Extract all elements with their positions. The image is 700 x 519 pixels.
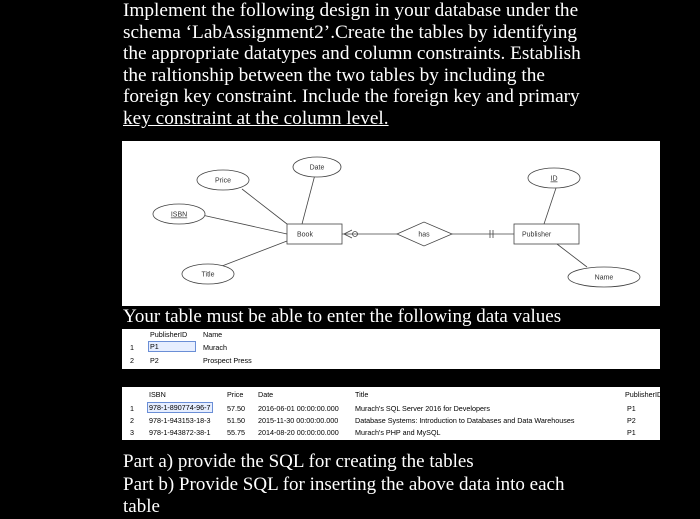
instruction-line: key constraint at the column level. [123, 107, 389, 129]
assignment-parts [123, 451, 564, 519]
instruction-line: foreign key constraint. Include the foreign key and primary [123, 86, 580, 108]
attribute-date-label: Date [309, 164, 325, 172]
cell-title[interactable]: Database Systems: Introduction to Databases and Data Warehouses [355, 416, 575, 425]
row-number: 3 [130, 428, 134, 437]
column-header: ISBN [149, 390, 166, 399]
instruction-line: Implement the following design in your database under the [123, 0, 579, 21]
attribute-id-label: ID [550, 175, 558, 183]
cell-publisherid[interactable]: P2 [627, 416, 636, 425]
cell-publisherid[interactable]: P1 [627, 404, 636, 413]
entity-book-label: Book [297, 231, 313, 239]
cell-name[interactable]: Murach [203, 343, 227, 352]
attribute-name-label: Name [594, 274, 614, 282]
data-values-heading: Your table must be able to enter the following data values [123, 306, 562, 327]
publisher-results-grid [122, 329, 660, 369]
row-number: 1 [130, 404, 134, 413]
cell-isbn[interactable]: 978-1-943153-18-3 [149, 416, 211, 425]
cell-price[interactable]: 57.50 [227, 404, 245, 413]
er-diagram [122, 141, 660, 306]
cell-publisherid[interactable]: P2 [150, 356, 159, 365]
cell-price[interactable]: 51.50 [227, 416, 245, 425]
column-header: Name [203, 330, 223, 339]
book-results-grid [122, 387, 663, 440]
row-number: 2 [130, 356, 134, 365]
instruction-line: the appropriate datatypes and column constraints. Establish [123, 43, 581, 65]
cell-isbn[interactable]: 978-1-890774-96-7 [149, 403, 211, 412]
row-number: 2 [130, 416, 134, 425]
cell-name[interactable]: Prospect Press [203, 356, 252, 365]
cell-date[interactable]: 2015-11-30 00:00:00.000 [258, 416, 339, 425]
attribute-title-label: Title [201, 271, 215, 279]
cell-isbn[interactable]: 978-1-943872-38-1 [149, 428, 211, 437]
instruction-line: schema ‘LabAssignment2’.Create the tables by identifying [123, 21, 578, 43]
row-number: 1 [130, 343, 134, 352]
attribute-isbn-label: ISBN [170, 211, 188, 219]
part-b-text: Part b) Provide SQL for inserting the above data into each [123, 473, 565, 495]
assignment-instructions [123, 0, 668, 130]
cell-title[interactable]: Murach's SQL Server 2016 for Developers [355, 404, 490, 413]
entity-publisher-label: Publisher [522, 231, 552, 239]
instruction-line: the raltionship between the two tables by including the [123, 64, 545, 86]
column-header: Title [355, 390, 369, 399]
entity-book [287, 224, 342, 244]
cell-price[interactable]: 55.75 [227, 428, 245, 437]
connector-id-publisher [544, 185, 557, 224]
relationship-has-label: has [418, 231, 430, 239]
part-b-text-continued: table [123, 496, 160, 517]
cell-title[interactable]: Murach's PHP and MySQL [355, 428, 441, 437]
cell-date[interactable]: 2014-08-20 00:00:00.000 [258, 428, 339, 437]
attribute-price-label: Price [215, 177, 231, 185]
cell-date[interactable]: 2016-06-01 00:00:00.000 [258, 404, 339, 413]
connector-isbn-book [202, 215, 287, 234]
connector-title-book [222, 241, 287, 266]
connector-name-publisher [557, 244, 587, 267]
column-header: Price [227, 390, 244, 399]
part-a-text: Part a) provide the SQL for creating the tables [123, 451, 474, 472]
column-header: Date [258, 390, 274, 399]
column-header: PublisherID [150, 330, 188, 339]
column-header: PublisherID [625, 390, 663, 399]
connector-price-book [242, 189, 287, 224]
cell-publisherid[interactable]: P1 [627, 428, 636, 437]
cell-publisherid[interactable]: P1 [148, 341, 196, 352]
